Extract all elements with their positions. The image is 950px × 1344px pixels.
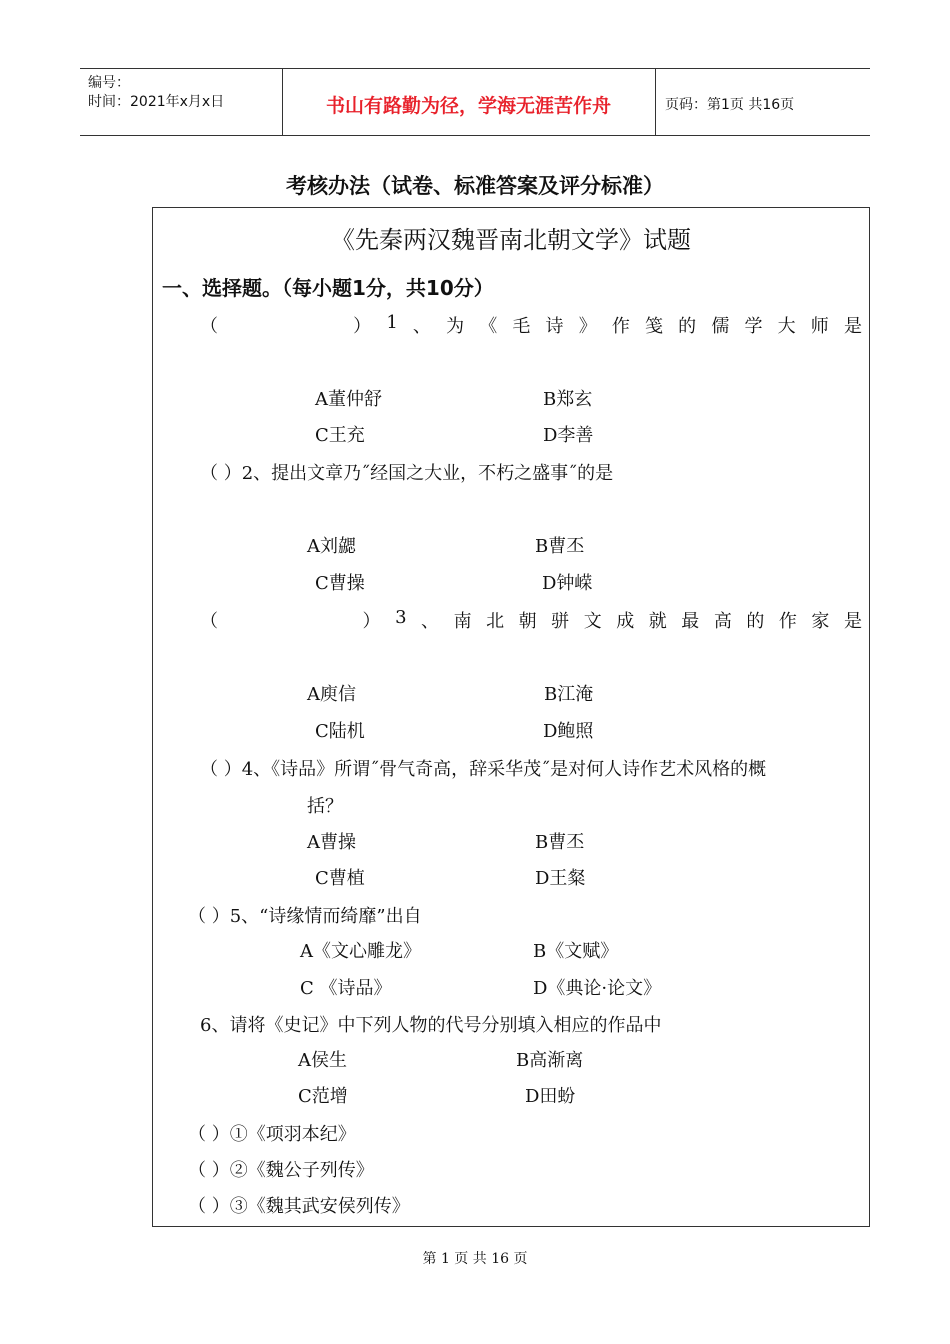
q3-option-c: C陆机 <box>315 721 365 742</box>
q2-option-d: D钟嵘 <box>542 573 593 594</box>
header-motto: 书山有路勤为径，学海无涯苦作舟 <box>325 95 611 117</box>
exam-box <box>152 207 870 1227</box>
q2-option-b: B曹丕 <box>535 536 585 557</box>
q5-option-d: D《典论·论文》 <box>533 978 662 999</box>
q1-option-a: A董仲舒 <box>315 389 382 410</box>
section-1-heading: 一、选择题。（每小题1分，共10分） <box>162 276 494 300</box>
q3-option-a: A庾信 <box>307 684 356 705</box>
q2-option-a: A刘勰 <box>307 536 356 557</box>
question-1-stem: （ ） 1 、 为 《 毛 诗 》 作 笺 的 儒 学 大 师 是 <box>200 312 862 337</box>
q1-option-b: B郑玄 <box>543 389 593 410</box>
header-serial-label: 编号： <box>88 75 130 91</box>
document-title: 考核办法（试卷、标准答案及评分标准） <box>286 174 664 198</box>
header-date-label: 时间：2021年x月x日 <box>88 94 225 110</box>
q6-option-b: B高渐离 <box>516 1050 584 1071</box>
page-footer: 第 1 页 共 16 页 <box>422 1251 528 1267</box>
question-5-stem: （ ）5、“诗缘情而绮靡”出自 <box>188 906 422 927</box>
q6-option-d: D田蚡 <box>525 1086 576 1107</box>
q4-option-c: C曹植 <box>315 868 365 889</box>
q4-option-a: A曹操 <box>307 832 356 853</box>
q4-option-d: D王粲 <box>535 868 586 889</box>
q6-item-1: （ ）①《项羽本纪》 <box>188 1124 356 1145</box>
header-divider-2 <box>655 68 656 135</box>
q5-option-c: C 《诗品》 <box>300 978 392 999</box>
header-page-info: 页码：第1页 共16页 <box>665 97 795 113</box>
q5-option-b: B《文赋》 <box>533 941 619 962</box>
q6-option-a: A侯生 <box>298 1050 347 1071</box>
q2-option-c: C曹操 <box>315 573 365 594</box>
header-bottom-border <box>80 135 870 136</box>
exam-title: 《先秦两汉魏晋南北朝文学》试题 <box>331 226 691 254</box>
q6-option-c: C范增 <box>298 1086 348 1107</box>
question-4-stem: （ ）4、《诗品》所谓˝骨气奇高，辞采华茂˝是对何人诗作艺术风格的概 <box>200 759 767 780</box>
q1-option-c: C王充 <box>315 425 365 446</box>
q6-item-2: （ ）②《魏公子列传》 <box>188 1160 374 1181</box>
q5-option-a: A《文心雕龙》 <box>300 941 421 962</box>
header-top-border <box>80 68 870 69</box>
question-4-stem-cont: 括？ <box>307 796 343 817</box>
q1-option-d: D李善 <box>543 425 594 446</box>
q3-option-b: B江淹 <box>544 684 594 705</box>
q6-item-3: （ ）③《魏其武安侯列传》 <box>188 1196 410 1217</box>
question-6-stem: 6、请将《史记》中下列人物的代号分别填入相应的作品中 <box>200 1015 662 1036</box>
q3-option-d: D鲍照 <box>543 721 594 742</box>
q4-option-b: B曹丕 <box>535 832 585 853</box>
question-3-stem: （ ） 3 、 南 北 朝 骈 文 成 就 最 高 的 作 家 是 <box>200 607 862 632</box>
question-2-stem: （ ）2、提出文章乃˝经国之大业，不朽之盛事˝的是 <box>200 463 614 484</box>
